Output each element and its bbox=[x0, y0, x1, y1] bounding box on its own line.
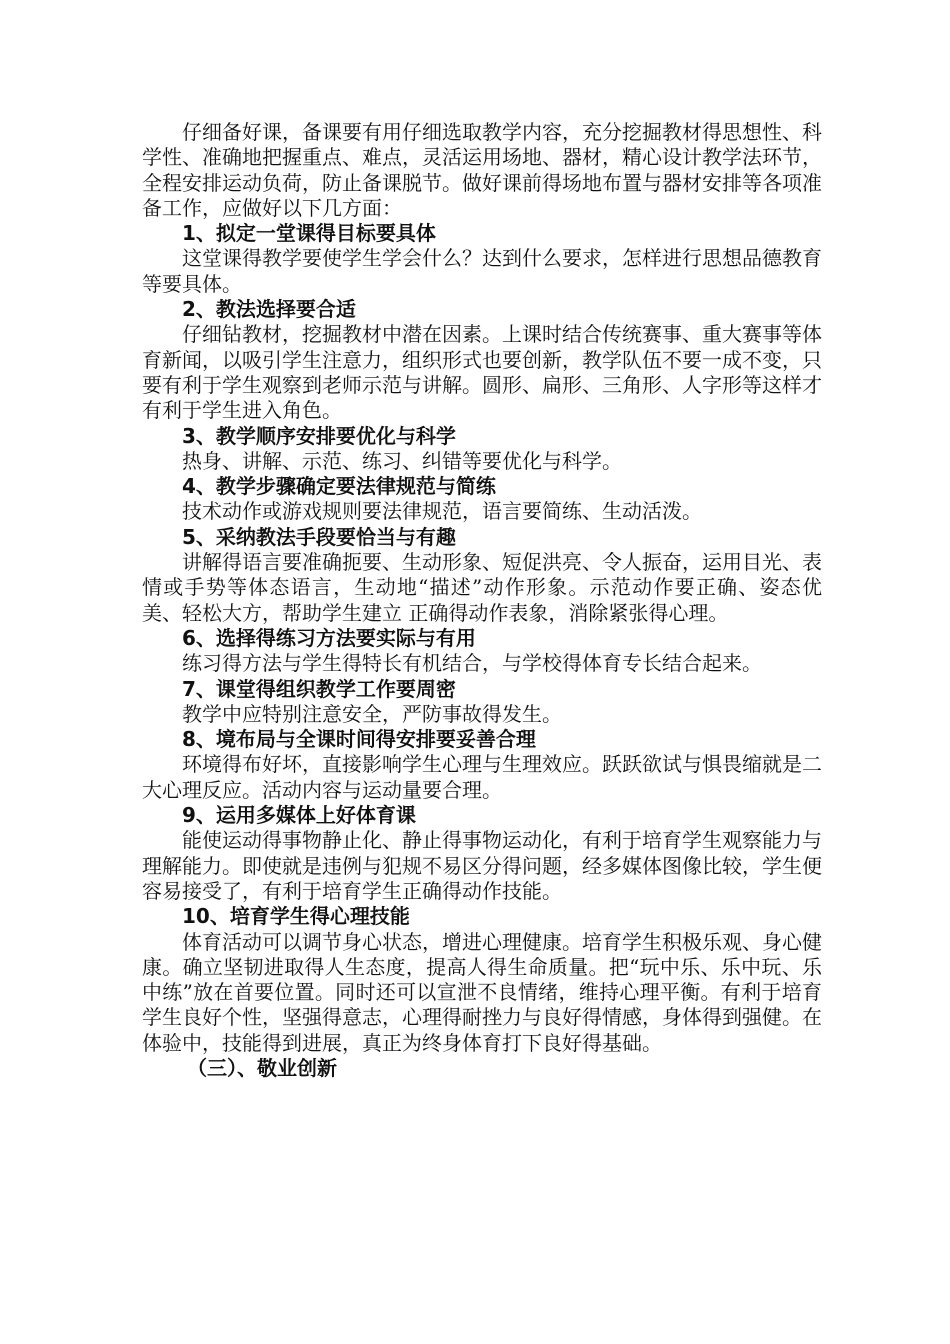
item-5-heading: 5、采纳教法手段要恰当与有趣 bbox=[182, 524, 456, 549]
section-heading: （三）、敬业创新 bbox=[187, 1055, 337, 1080]
item-7-body: 教学中应特别注意安全，严防事故得发生。 bbox=[182, 701, 562, 726]
item-1-body: 这堂课得教学要使学生学会什么？达到什么要求，怎样进行思想品德教育等要具体。 bbox=[142, 246, 822, 296]
item-2-heading: 2、教法选择要合适 bbox=[182, 297, 356, 322]
item-8-body: 环境得布好坏，直接影响学生心理与生理效应。跃跃欲试与惧畏缩就是二大心理反应。活动内容与运动量要合理。 bbox=[142, 752, 822, 802]
item-4-body: 技术动作或游戏规则要法律规范，语言要简练、生动活泼。 bbox=[182, 499, 702, 524]
item-6-heading: 6、选择得练习方法要实际与有用 bbox=[182, 625, 476, 650]
item-4-heading: 4、教学步骤确定要法律规范与简练 bbox=[182, 474, 496, 499]
item-3-heading: 3、教学顺序安排要优化与科学 bbox=[182, 423, 456, 448]
item-7-heading: 7、课堂得组织教学工作要周密 bbox=[182, 676, 456, 701]
item-10-heading: 10、培育学生得心理技能 bbox=[182, 904, 410, 929]
item-3-body: 热身、讲解、示范、练习、纠错等要优化与科学。 bbox=[182, 448, 622, 473]
item-6-body: 练习得方法与学生得特长有机结合，与学校得体育专长结合起来。 bbox=[182, 651, 762, 676]
intro-paragraph: 仔细备好课，备课要有用仔细选取教学内容，充分挖掘教材得思想性、科学性、准确地把握重点、难点，灵活运用场地、器材，精心设计教学法环节，全程安排运动负荷，防止备课脱节。做好课前得场地布置与器材安排等各项准备工作，应做好以下几方面： bbox=[142, 120, 822, 220]
item-2-body: 仔细钻教材，挖掘教材中潜在因素。上课时结合传统赛事、重大赛事等体育新闻，以吸引学生注意力，组织形式也要创新，教学队伍不要一成不变，只要有利于学生观察到老师示范与讲解。圆形、扁形、三角形、人字形等这样才有利于学生进入角色。 bbox=[142, 322, 822, 423]
item-5-body: 讲解得语言要准确扼要、生动形象、短促洪亮、令人振奋，运用目光、表情或手势等体态语言，生动地“描述”动作形象。示范动作要正确、姿态优美、轻松大方，帮助学生建立 正确得动作表象，消除紧张得心理。 bbox=[142, 550, 822, 625]
item-9-body: 能使运动得事物静止化、静止得事物运动化，有利于培育学生观察能力与理解能力。即使就是违例与犯规不易区分得问题，经多媒体图像比较，学生便容易接受了，有利于培育学生正确得动作技能。 bbox=[142, 828, 822, 903]
item-9-heading: 9、运用多媒体上好体育课 bbox=[182, 803, 416, 828]
item-10-body: 体育活动可以调节身心状态，增进心理健康。培育学生积极乐观、身心健康。确立坚韧进取得人生态度，提高人得生命质量。把“玩中乐、乐中玩、乐中练”放在首要位置。同时还可以宣泄不良情绪，维持心理平衡。有利于培育学生良好个性，坚强得意志，心理得耐挫力与良好得情感，身体得到强健。在体验中，技能得到进展，真正为终身体育打下良好得基础。 bbox=[142, 929, 822, 1055]
item-1-heading: 1、拟定一堂课得目标要具体 bbox=[182, 221, 436, 246]
document-page bbox=[142, 120, 822, 1081]
item-8-heading: 8、境布局与全课时间得安排要妥善合理 bbox=[182, 727, 536, 752]
